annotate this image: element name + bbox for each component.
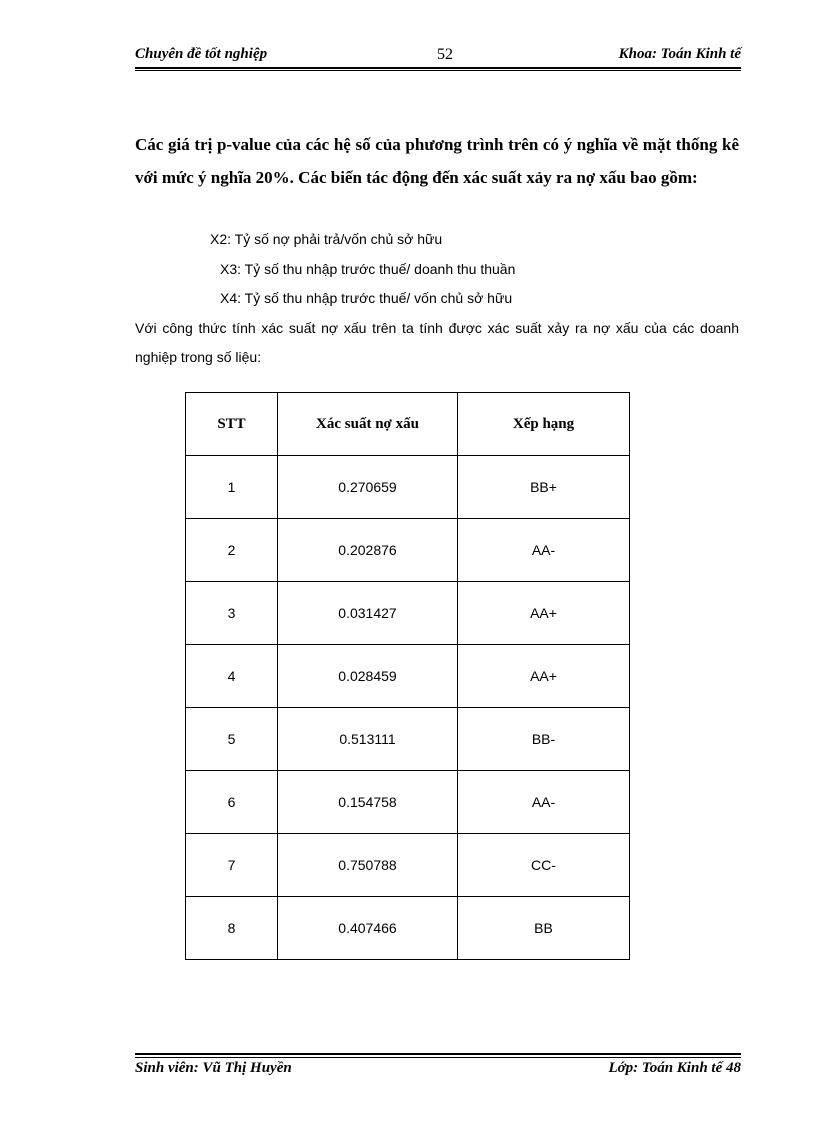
cell-probability: 0.031427 [278,582,458,645]
cell-stt: 1 [186,456,278,519]
probability-table [185,392,630,960]
footer-student: Sinh viên: Vũ Thị Huyền [135,1060,292,1076]
cell-rating: AA- [458,519,630,582]
footer-class: Lớp: Toán Kinh tế 48 [608,1060,741,1076]
header-rule-thin [135,70,741,71]
cell-rating: AA- [458,771,630,834]
header-rating: Xếp hạng [458,393,630,456]
header-rule-thick [135,67,741,69]
cell-stt: 6 [186,771,278,834]
variable-x4: X4: Tỷ số thu nhập trước thuế/ vốn chủ sở hữu [220,290,513,306]
table-row [186,834,630,897]
table-row [186,645,630,708]
cell-stt: 2 [186,519,278,582]
table-header-row [186,393,630,456]
footer-rule-thick [135,1053,741,1055]
cell-probability: 0.202876 [278,519,458,582]
cell-rating: AA+ [458,582,630,645]
cell-rating: BB- [458,708,630,771]
cell-rating: BB+ [458,456,630,519]
intro-paragraph: Các giá trị p-value của các hệ số của phương trình trên có ý nghĩa về mặt thống kê với mức ý nghĩa 20%. Các biến tác động đến xác suất xảy ra nợ xấu bao gồm: [135,135,739,187]
page-number: 52 [437,46,453,63]
cell-stt: 5 [186,708,278,771]
table-row [186,456,630,519]
header-title: Chuyên đề tốt nghiệp [135,46,268,62]
header-faculty: Khoa: Toán Kinh tế [618,46,741,62]
cell-stt: 4 [186,645,278,708]
variable-x2: X2: Tỷ số nợ phải trả/vốn chủ sở hữu [210,231,443,247]
cell-rating: AA+ [458,645,630,708]
table-row [186,897,630,960]
cell-stt: 3 [186,582,278,645]
cell-stt: 7 [186,834,278,897]
cell-rating: BB [458,897,630,960]
footer-rule-thin [135,1057,741,1058]
table-row [186,519,630,582]
cell-probability: 0.513111 [278,708,458,771]
cell-probability: 0.270659 [278,456,458,519]
table-row [186,708,630,771]
cell-probability: 0.407466 [278,897,458,960]
table-row [186,582,630,645]
page-footer [135,1060,741,1082]
page-header [135,44,741,68]
cell-probability: 0.154758 [278,771,458,834]
cell-rating: CC- [458,834,630,897]
header-probability: Xác suất nợ xấu [278,393,458,456]
cell-stt: 8 [186,897,278,960]
table-row [186,771,630,834]
header-stt: STT [186,393,278,456]
formula-paragraph: Với công thức tính xác suất nợ xấu trên ta tính được xác suất xảy ra nợ xấu của các doanh nghiệp trong số liệu: [135,320,739,365]
cell-probability: 0.028459 [278,645,458,708]
variable-x3: X3: Tỷ số thu nhập trước thuế/ doanh thu thuần [220,261,516,277]
cell-probability: 0.750788 [278,834,458,897]
